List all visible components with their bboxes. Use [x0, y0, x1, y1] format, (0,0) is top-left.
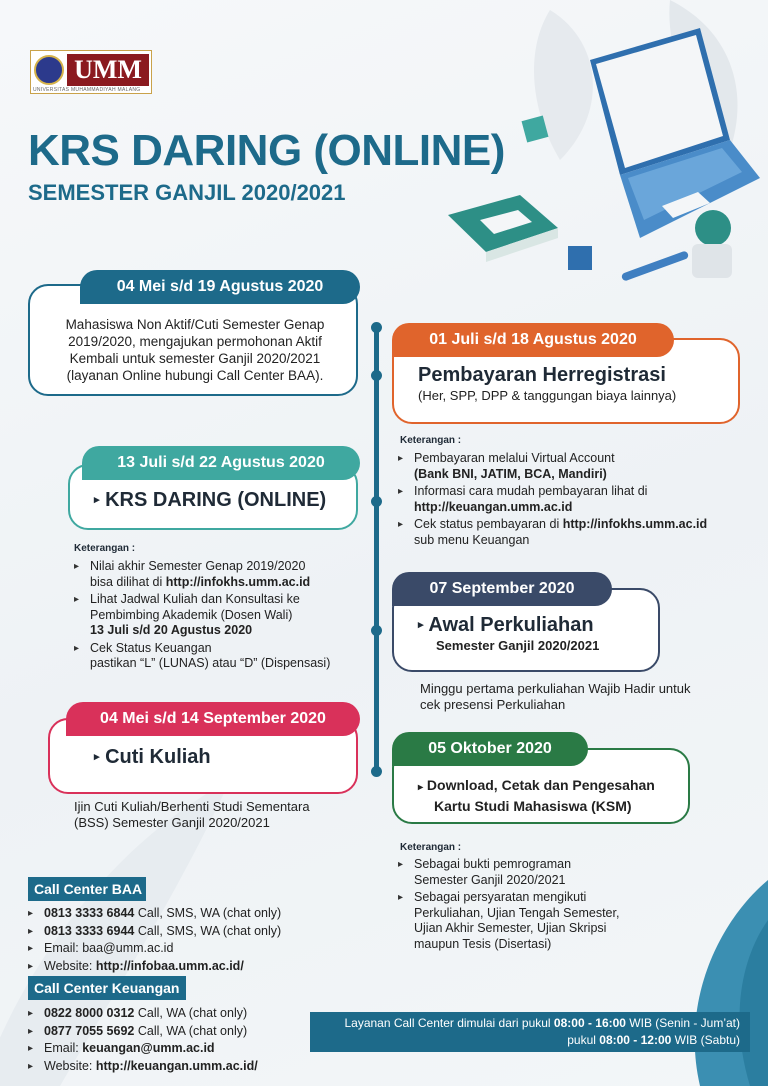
page-subtitle: SEMESTER GANJIL 2020/2021 — [28, 180, 346, 205]
note-item: ▸ Lihat Jadwal Kuliah dan Konsultasi ke Pembimbing Akademik (Dosen Wali) 13 Juli s/d 20 Agustus 2020 — [74, 592, 374, 639]
note-item: ▸ Cek status pembayaran di http://infokhs.umm.ac.id sub menu Keuangan — [398, 517, 748, 548]
timeline-line — [374, 326, 379, 774]
website-item[interactable]: ▸ Website: http://keuangan.umm.ac.id/ — [28, 1059, 328, 1075]
service-hours-banner: Layanan Call Center dimulai dari pukul 08:00 - 16:00 WIB (Senin - Jum’at) pukul 08:00 - 12:00 WIB (Sabtu) — [310, 1012, 750, 1052]
callcenter-baa-list — [28, 906, 328, 976]
event-subtitle: Semester Ganjil 2020/2021 — [436, 638, 600, 653]
notes-label: Keterangan : — [400, 842, 462, 853]
email-item[interactable]: ▸ Email: baa@umm.ac.id — [28, 941, 328, 957]
event-title: ▸ KRS DARING (ONLINE) — [94, 489, 327, 511]
phone-item[interactable]: ▸ 0877 7055 5692 Call, WA (chat only) — [28, 1024, 328, 1040]
event-subtitle: (Her, SPP, DPP & tanggungan biaya lainnya) — [418, 388, 677, 403]
event-body: Mahasiswa Non Aktif/Cuti Semester Genap 2019/2020, mengajukan permohonan Aktif Kembali untuk semester Ganjil 2020/2021 (layanan Online hubungi Call Center BAA). — [65, 317, 325, 383]
note-item: ▸ Cek Status Keuangan pastikan “L” (LUNAS) atau “D” (Dispensasi) — [74, 641, 374, 672]
book-icon — [448, 195, 558, 262]
event-date-pill: 07 September 2020 — [392, 572, 612, 606]
timeline-dot — [371, 496, 382, 507]
callcenter-keu-list — [28, 1006, 328, 1076]
event-title: ▸ Cuti Kuliah — [94, 746, 211, 768]
timeline-dot — [371, 322, 382, 333]
plant-icon — [692, 210, 732, 278]
phone-item[interactable]: ▸ 0822 8000 0312 Call, WA (chat only) — [28, 1006, 328, 1022]
callcenter-keu-title: Call Center Keuangan — [28, 976, 186, 1000]
timeline-dot — [371, 370, 382, 381]
payment-notes — [398, 451, 748, 550]
email-item[interactable]: ▸ Email: keuangan@umm.ac.id — [28, 1041, 328, 1057]
page-title: KRS DARING (ONLINE) — [28, 126, 505, 175]
event-title: ▸ Awal Perkuliahan — [418, 614, 594, 636]
umm-logo — [30, 50, 152, 94]
event-note: Minggu pertama perkuliahan Wajib Hadir untuk cek presensi Perkuliahan — [420, 681, 691, 712]
university-seal-icon — [34, 55, 64, 85]
krs-notes — [74, 559, 374, 674]
phone-item[interactable]: ▸ 0813 3333 6844 Call, SMS, WA (chat only) — [28, 906, 328, 922]
notes-label: Keterangan : — [74, 543, 136, 554]
cube-icon — [568, 246, 592, 270]
note-item: ▸ Sebagai persyaratan mengikuti Perkuliahan, Ujian Tengah Semester, Ujian Akhir Semester, Ujian Skripsi maupun Tesis (Disertasi) — [398, 890, 698, 952]
notes-label: Keterangan : — [400, 435, 462, 446]
ksm-notes — [398, 857, 698, 954]
event-date-pill: 13 Juli s/d 22 Agustus 2020 — [82, 446, 360, 480]
event-date-pill: 04 Mei s/d 14 September 2020 — [66, 702, 360, 736]
note-item: ▸ Pembayaran melalui Virtual Account (Bank BNI, JATIM, BCA, Mandiri) — [398, 451, 748, 482]
callcenter-baa-title: Call Center BAA — [28, 877, 146, 901]
event-date-pill: 05 Oktober 2020 — [392, 732, 588, 766]
note-item: ▸ Sebagai bukti pemrograman Semester Ganjil 2020/2021 — [398, 857, 698, 888]
logo-tagline: UNIVERSITAS MUHAMMADIYAH MALANG — [33, 87, 141, 93]
phone-item[interactable]: ▸ 0813 3333 6944 Call, SMS, WA (chat only) — [28, 924, 328, 940]
event-date-pill: 01 Juli s/d 18 Agustus 2020 — [392, 323, 674, 357]
event-note: Ijin Cuti Kuliah/Berhenti Studi Sementara (BSS) Semester Ganjil 2020/2021 — [74, 799, 310, 830]
note-item: ▸ Nilai akhir Semester Genap 2019/2020 bisa dilihat di http://infokhs.umm.ac.id — [74, 559, 374, 590]
timeline-dot — [371, 766, 382, 777]
logo-text: UMM — [67, 54, 149, 86]
website-item[interactable]: ▸ Website: http://infobaa.umm.ac.id/ — [28, 959, 328, 975]
pen-icon — [621, 250, 690, 281]
event-title: ▸ Download, Cetak dan Pengesahan Kartu Studi Mahasiswa (KSM) — [418, 777, 655, 814]
note-item: ▸ Informasi cara mudah pembayaran lihat di http://keuangan.umm.ac.id — [398, 484, 748, 515]
event-date-pill: 04 Mei s/d 19 Agustus 2020 — [80, 270, 360, 304]
event-title: Pembayaran Herregistrasi — [418, 364, 666, 386]
